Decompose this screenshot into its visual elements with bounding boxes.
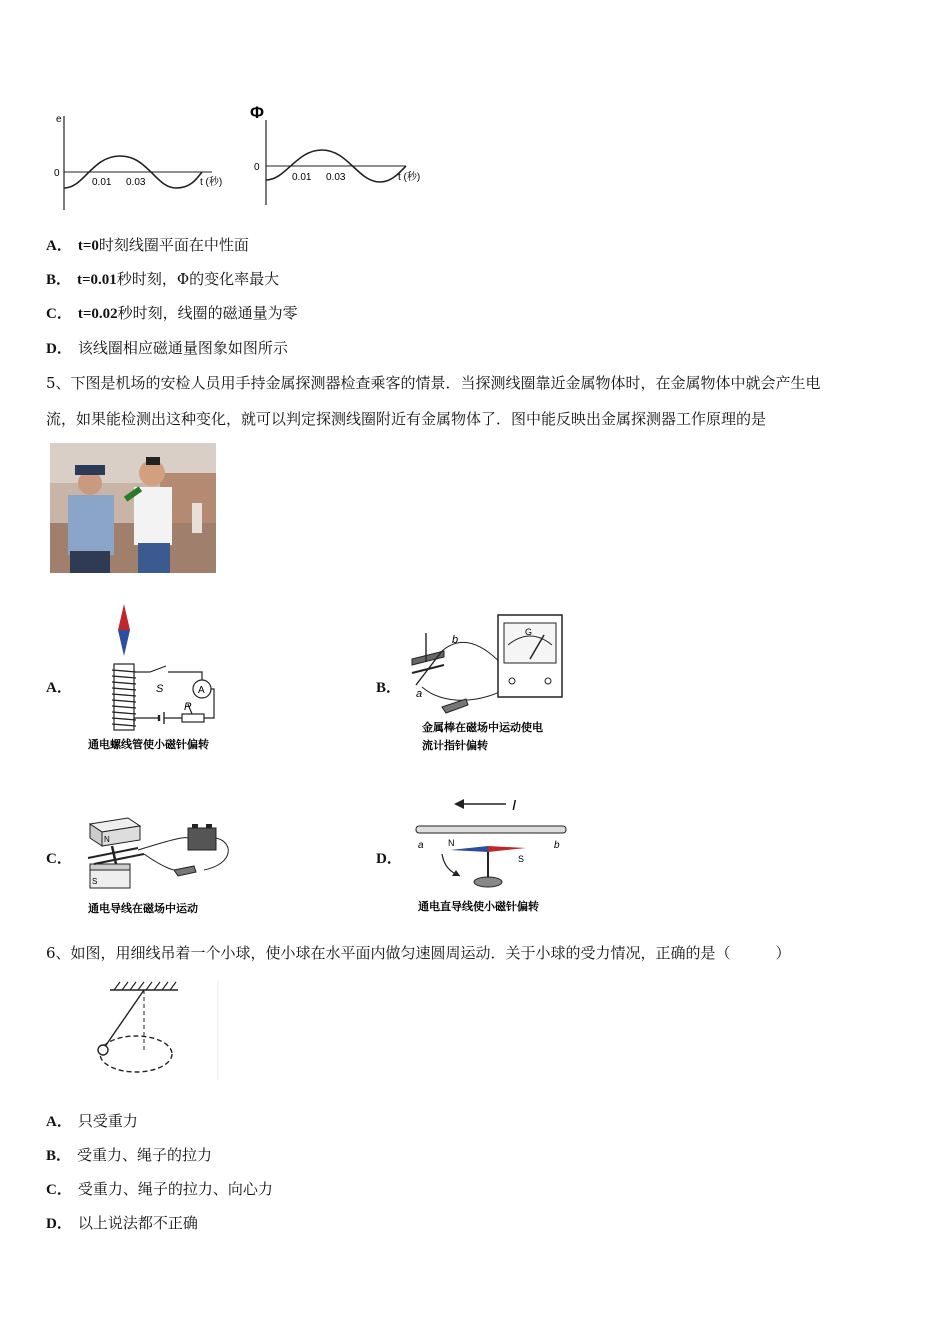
figure-b-caption-line-1: 金属棒在磁场中运动使电 — [422, 721, 543, 734]
e-axis-label: e — [56, 114, 62, 125]
phi-time-axis-label: t (秒) — [398, 172, 421, 183]
figure-b-meter-label: G — [525, 627, 533, 637]
phi-axis-label: Φ — [250, 103, 264, 122]
e-t-graph — [40, 110, 240, 215]
figure-a-ammeter-label: A — [198, 685, 205, 696]
figure-d-wire-end-b: b — [554, 840, 560, 851]
q6-option-c: C． 受重力、绳子的拉力、向心力 — [46, 1180, 273, 1198]
figure-b-galvanometer — [402, 605, 582, 757]
phi-tick-2: 0.03 — [326, 172, 346, 183]
security-check-photo — [50, 443, 216, 573]
e-tick-1: 0.01 — [92, 177, 112, 188]
q6-stem: 6、如图，用细线吊着一个小球，使小球在水平面内做匀速圆周运动．关于小球的受力情况，正确的是（ ） — [46, 944, 791, 962]
q5-option-a-letter: A． — [46, 680, 72, 696]
figure-b-rod-end-a: a — [416, 688, 423, 700]
figure-c-caption: 通电导线在磁场中运动 — [88, 902, 198, 915]
figure-a-caption: 通电螺线管使小磁针偏转 — [88, 738, 209, 751]
figure-d-wire-end-a: a — [418, 840, 424, 851]
e-tick-2: 0.03 — [126, 177, 146, 188]
figure-b-caption-line-2: 流计指针偏转 — [422, 739, 488, 752]
q6-option-d: D． 以上说法都不正确 — [46, 1214, 198, 1232]
compass-needle-icon — [118, 604, 130, 630]
q5-option-b-letter: B． — [376, 680, 402, 696]
figure-c-north-pole: N — [104, 835, 110, 844]
figure-d-needle-n: N — [448, 838, 455, 848]
figure-a-switch-label: S — [156, 683, 164, 695]
phi-tick-1: 0.01 — [292, 172, 312, 183]
q6-option-a: A． 只受重力 — [46, 1112, 138, 1130]
figure-d-straight-wire-compass — [410, 792, 580, 918]
q5-stem-line-1: 5、下图是机场的安检人员用手持金属探测器检查乘客的情景．当探测线圈靠近金属物体时，在金属物体中就会产生电 — [46, 374, 821, 392]
figure-c-wire-in-field — [84, 812, 254, 918]
phi-t-graph — [244, 100, 444, 210]
q5-option-d-letter: D． — [376, 851, 402, 867]
q6-option-b: B． 受重力、绳子的拉力 — [46, 1146, 213, 1164]
figure-b-rod-end-b: b — [452, 634, 459, 646]
q4-option-a: A． t=0时刻线圈平面在中性面 — [46, 236, 249, 254]
q4-option-d: D． 该线圈相应磁通量图象如图所示 — [46, 339, 288, 357]
ball-icon — [98, 1045, 108, 1055]
e-time-axis-label: t (秒) — [200, 177, 223, 188]
figure-a-slider-label: P — [184, 701, 192, 713]
conical-pendulum-figure — [90, 980, 220, 1080]
figure-d-needle-s: S — [518, 854, 525, 864]
compass-needle-icon — [450, 846, 488, 852]
figure-c-south-pole: S — [92, 877, 98, 886]
q4-option-b: B． t=0.01秒时刻，Φ的变化率最大 — [46, 270, 280, 288]
figure-d-current-label: I — [512, 797, 517, 814]
q5-stem-line-2: 流，如果能检测出这种变化，就可以判定探测线圈附近有金属物体了．图中能反映出金属探测器工作原理的是 — [46, 410, 767, 428]
figure-a-solenoid-compass — [84, 600, 244, 755]
phi-origin-label: 0 — [254, 162, 260, 173]
q5-option-c-letter: C． — [46, 851, 72, 867]
q4-option-c: C． t=0.02秒时刻，线圈的磁通量为零 — [46, 304, 298, 322]
figure-d-caption: 通电直导线使小磁针偏转 — [418, 900, 539, 913]
e-origin-label: 0 — [54, 168, 60, 179]
